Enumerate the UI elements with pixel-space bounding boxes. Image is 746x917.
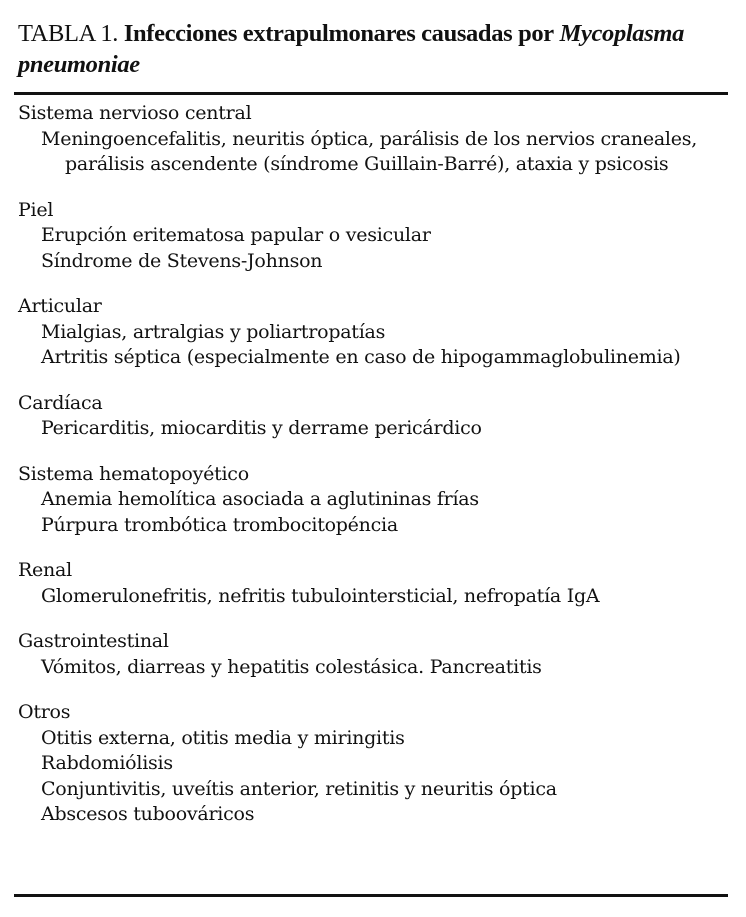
section-heading: Cardíaca xyxy=(18,391,103,414)
section-item: Púrpura trombótica trombocitopéncia xyxy=(41,513,398,536)
section-heading: Gastrointestinal xyxy=(18,630,169,652)
section-item: Abscesos tuboováricos xyxy=(41,803,255,825)
section-item: Artritis séptica (especialmente en caso de hipogammaglobulinemia) xyxy=(41,346,681,368)
section-heading: Sistema hematopoyético xyxy=(18,462,249,485)
table-section xyxy=(18,198,730,275)
table-title: Infecciones extrapulmonares causadas por xyxy=(123,20,554,47)
table-caption xyxy=(18,18,733,80)
table-title-species: Mycoplasma pneumoniae xyxy=(18,20,684,78)
table-section xyxy=(18,629,730,680)
section-item: Rabdomiólisis xyxy=(41,752,173,774)
top-rule xyxy=(14,92,728,95)
table-section xyxy=(18,294,730,371)
section-item: Síndrome de Stevens-Johnson xyxy=(41,249,323,272)
table-section xyxy=(18,101,730,178)
section-heading: Otros xyxy=(18,701,71,723)
section-item: Conjuntivitis, uveítis anterior, retinitis y neuritis óptica xyxy=(41,777,557,800)
section-heading: Renal xyxy=(18,559,72,581)
table-label: TABLA 1. xyxy=(18,20,119,47)
section-item: Anemia hemolítica asociada a aglutininas frías xyxy=(41,488,479,510)
section-item: Meningoencefalitis, neuritis óptica, parálisis de los nervios craneales, parálisis ascendente (síndrome Guillain-Barré), ataxia y psicosis xyxy=(41,127,698,175)
section-item: Erupción eritematosa papular o vesicular xyxy=(41,224,431,246)
section-item: Otitis externa, otitis media y miringitis xyxy=(41,726,405,749)
table-body xyxy=(18,101,730,828)
section-item: Glomerulonefritis, nefritis tubulointersticial, nefropatía IgA xyxy=(41,584,600,607)
table-section xyxy=(18,391,730,442)
section-heading: Piel xyxy=(18,198,54,221)
bottom-rule xyxy=(14,894,728,897)
section-heading: Articular xyxy=(18,295,102,317)
section-heading: Sistema nervioso central xyxy=(18,102,252,124)
section-item: Vómitos, diarreas y hepatitis colestásica. Pancreatitis xyxy=(41,655,542,678)
table-section xyxy=(18,700,730,828)
table-section xyxy=(18,558,730,609)
table-section xyxy=(18,462,730,539)
section-item: Mialgias, artralgias y poliartropatías xyxy=(41,320,386,343)
section-item: Pericarditis, miocarditis y derrame pericárdico xyxy=(41,417,482,439)
